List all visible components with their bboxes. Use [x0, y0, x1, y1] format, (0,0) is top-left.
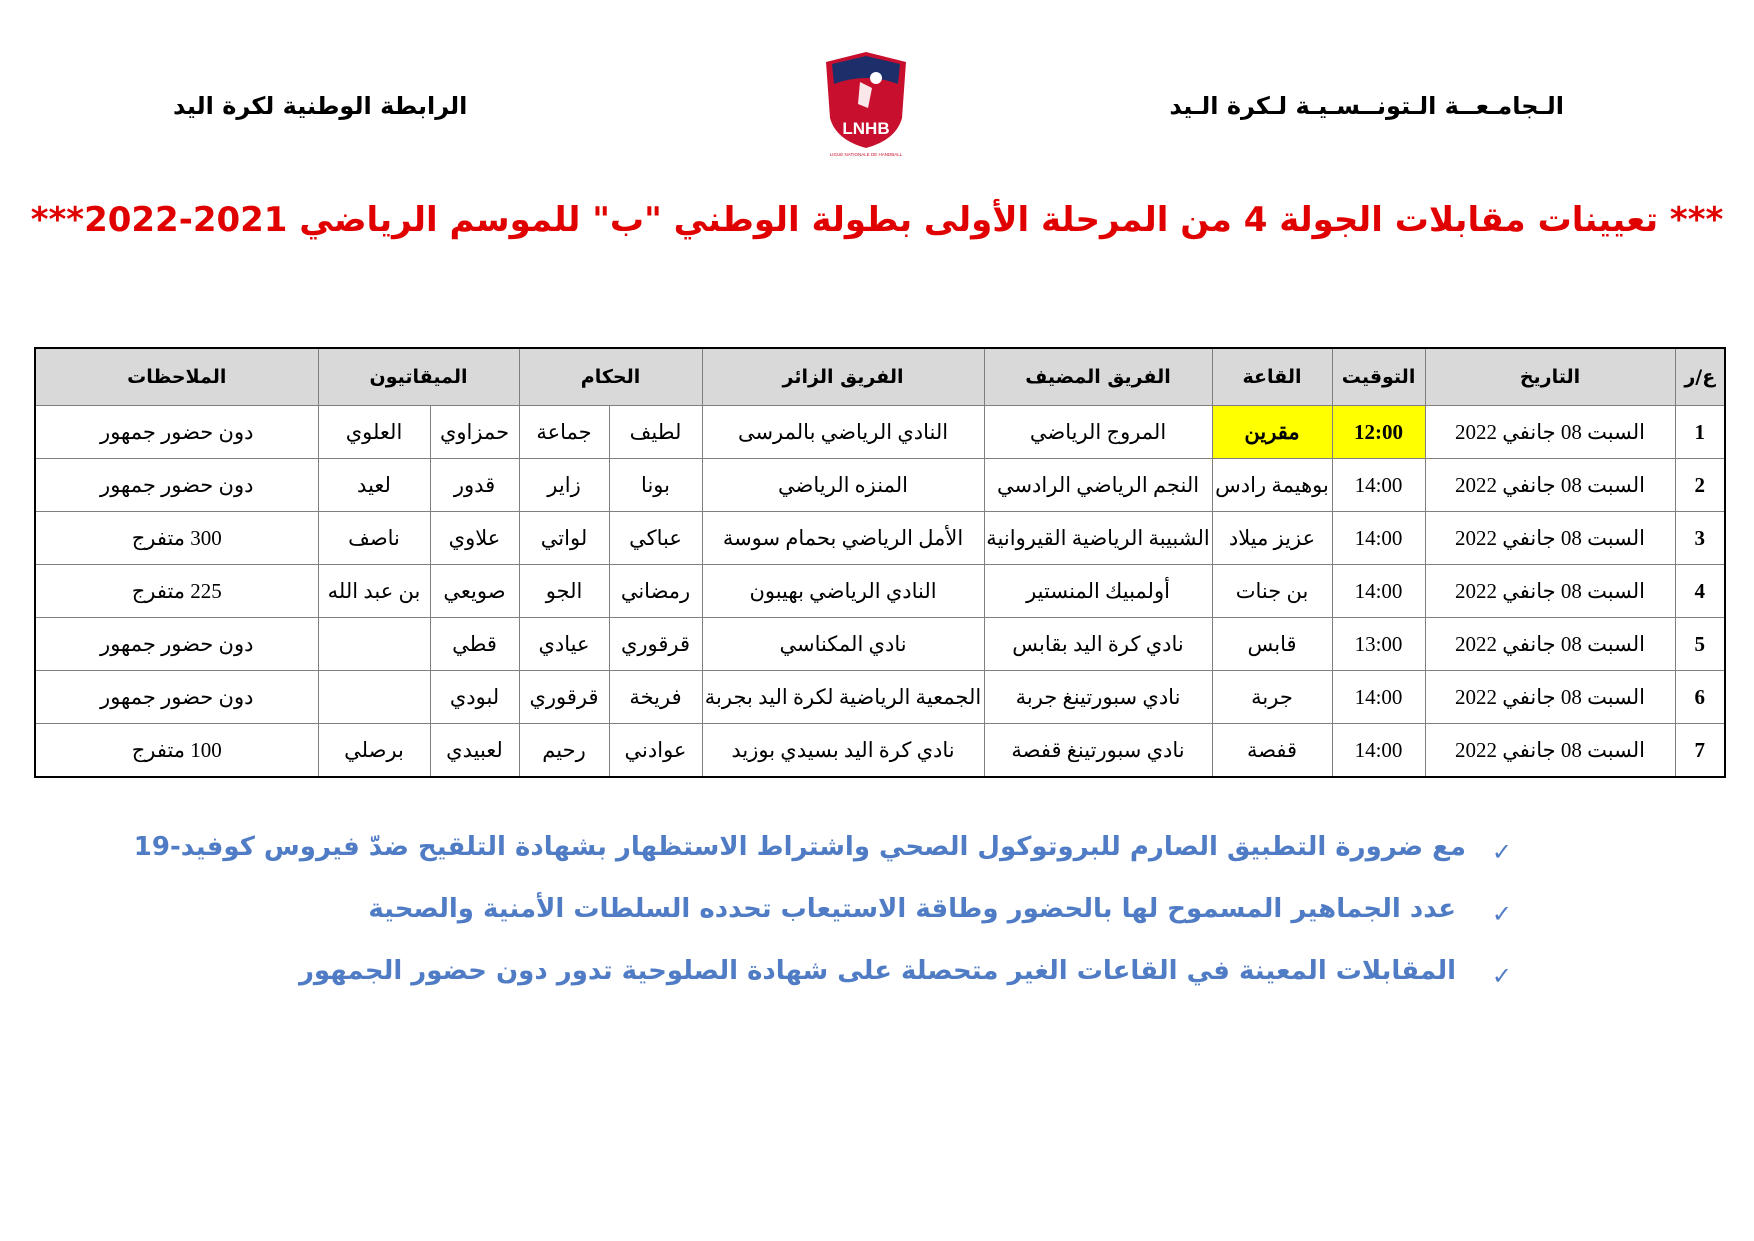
row-time: 14:00: [1332, 565, 1425, 618]
row-home-team: أولمبيك المنستير: [984, 565, 1212, 618]
table-row: [35, 459, 1725, 512]
row-time: 13:00: [1332, 618, 1425, 671]
header-referees: الحكام: [519, 348, 702, 406]
row-away-team: نادي كرة اليد بسيدي بوزيد: [702, 724, 984, 778]
row-time: 14:00: [1332, 724, 1425, 778]
row-referee-2: جماعة: [519, 406, 609, 459]
row-away-team: المنزه الرياضي: [702, 459, 984, 512]
row-away-team: النادي الرياضي بالمرسى: [702, 406, 984, 459]
row-date: السبت 08 جانفي 2022: [1425, 618, 1675, 671]
check-icon: ✓: [1491, 900, 1512, 928]
table-row: [35, 671, 1725, 724]
row-timekeeper-1: صويعي: [430, 565, 519, 618]
row-timekeeper-1: قطي: [430, 618, 519, 671]
header-right-org: الـجامـعــة الـتونــسـيـة لـكرة الـيد: [1169, 92, 1564, 120]
row-referee-1: رمضاني: [609, 565, 702, 618]
row-notes: 300 متفرج: [35, 512, 318, 565]
row-notes: 100 متفرج: [35, 724, 318, 778]
row-timekeeper-1: لعبيدي: [430, 724, 519, 778]
row-timekeeper-1: قدور: [430, 459, 519, 512]
row-hall: بن جنات: [1212, 565, 1332, 618]
row-timekeeper-1: حمزاوي: [430, 406, 519, 459]
row-hall: جربة: [1212, 671, 1332, 724]
row-num: 4: [1675, 565, 1725, 618]
row-referee-1: قرقوري: [609, 618, 702, 671]
row-num: 3: [1675, 512, 1725, 565]
header-hall: القاعة: [1212, 348, 1332, 406]
row-date: السبت 08 جانفي 2022: [1425, 671, 1675, 724]
row-home-team: النجم الرياضي الرادسي: [984, 459, 1212, 512]
check-icon: ✓: [1491, 962, 1512, 990]
table-row: [35, 724, 1725, 778]
check-icon: ✓: [1491, 838, 1512, 866]
row-home-team: نادي سبورتينغ قفصة: [984, 724, 1212, 778]
row-home-team: الشبيبة الرياضية القيروانية: [984, 512, 1212, 565]
row-time: 14:00: [1332, 459, 1425, 512]
row-notes: دون حضور جمهور: [35, 671, 318, 724]
header-left-org: الرابطة الوطنية لكرة اليد: [173, 92, 468, 120]
note-item: مع ضرورة التطبيق الصارم للبروتوكول الصحي واشتراط الاستظهار بشهادة التلقيح ضدّ فيروس كوفيد-19: [133, 832, 1466, 862]
row-hall: قفصة: [1212, 724, 1332, 778]
header-timekeepers: الميقاتيون: [318, 348, 519, 406]
row-timekeeper-2: برصلي: [318, 724, 430, 778]
schedule-table: [34, 347, 1726, 778]
note-item: المقابلات المعينة في القاعات الغير متحصلة على شهادة الصلوحية تدور دون حضور الجمهور: [298, 956, 1456, 986]
row-referee-2: زاير: [519, 459, 609, 512]
row-home-team: نادي سبورتينغ جربة: [984, 671, 1212, 724]
row-referee-1: عباكي: [609, 512, 702, 565]
logo-text: LNHB: [842, 119, 890, 138]
row-num: 1: [1675, 406, 1725, 459]
row-time: 14:00: [1332, 671, 1425, 724]
row-hall: عزيز ميلاد: [1212, 512, 1332, 565]
row-timekeeper-2: ناصف: [318, 512, 430, 565]
row-timekeeper-1: علاوي: [430, 512, 519, 565]
row-away-team: الأمل الرياضي بحمام سوسة: [702, 512, 984, 565]
row-referee-1: فريخة: [609, 671, 702, 724]
row-timekeeper-2: [318, 618, 430, 671]
row-notes: 225 متفرج: [35, 565, 318, 618]
row-date: السبت 08 جانفي 2022: [1425, 459, 1675, 512]
row-notes: دون حضور جمهور: [35, 406, 318, 459]
row-home-team: المروج الرياضي: [984, 406, 1212, 459]
row-referee-2: رحيم: [519, 724, 609, 778]
header-num: ع/ر: [1675, 348, 1725, 406]
table-row: [35, 618, 1725, 671]
note-item: عدد الجماهير المسموح لها بالحضور وطاقة الاستيعاب تحدده السلطات الأمنية والصحية: [368, 894, 1456, 924]
table-row: [35, 565, 1725, 618]
row-home-team: نادي كرة اليد بقابس: [984, 618, 1212, 671]
row-num: 6: [1675, 671, 1725, 724]
row-notes: دون حضور جمهور: [35, 618, 318, 671]
row-num: 5: [1675, 618, 1725, 671]
row-timekeeper-1: لبودي: [430, 671, 519, 724]
header-date: التاريخ: [1425, 348, 1675, 406]
table-row: [35, 406, 1725, 459]
row-notes: دون حضور جمهور: [35, 459, 318, 512]
lnhb-logo: [820, 48, 912, 158]
row-timekeeper-2: بن عبد الله: [318, 565, 430, 618]
row-hall: بوهيمة رادس: [1212, 459, 1332, 512]
row-referee-1: بونا: [609, 459, 702, 512]
table-row: [35, 512, 1725, 565]
row-hall: مقرين: [1212, 406, 1332, 459]
row-referee-2: الجو: [519, 565, 609, 618]
header-notes: الملاحظات: [35, 348, 318, 406]
row-date: السبت 08 جانفي 2022: [1425, 565, 1675, 618]
row-timekeeper-2: لعيد: [318, 459, 430, 512]
row-time: 12:00: [1332, 406, 1425, 459]
row-away-team: الجمعية الرياضية لكرة اليد بجربة: [702, 671, 984, 724]
page-title: *** تعيينات مقابلات الجولة 4 من المرحلة الأولى بطولة الوطني "ب" للموسم الرياضي 2021-2022***: [30, 200, 1724, 240]
row-hall: قابس: [1212, 618, 1332, 671]
row-referee-1: عوادني: [609, 724, 702, 778]
table-header-row: [35, 348, 1725, 406]
row-num: 2: [1675, 459, 1725, 512]
row-date: السبت 08 جانفي 2022: [1425, 512, 1675, 565]
row-timekeeper-2: [318, 671, 430, 724]
header-time: التوقيت: [1332, 348, 1425, 406]
row-timekeeper-2: العلوي: [318, 406, 430, 459]
row-referee-2: عيادي: [519, 618, 609, 671]
row-num: 7: [1675, 724, 1725, 778]
row-date: السبت 08 جانفي 2022: [1425, 724, 1675, 778]
header-away-team: الفريق الزائر: [702, 348, 984, 406]
row-referee-2: لواتي: [519, 512, 609, 565]
row-away-team: نادي المكناسي: [702, 618, 984, 671]
row-away-team: النادي الرياضي بهيبون: [702, 565, 984, 618]
header-home-team: الفريق المضيف: [984, 348, 1212, 406]
row-time: 14:00: [1332, 512, 1425, 565]
row-date: السبت 08 جانفي 2022: [1425, 406, 1675, 459]
logo-subtext: LIGUE NATIONALE DE HANDBALL: [829, 152, 903, 157]
row-referee-2: قرقوري: [519, 671, 609, 724]
row-referee-1: لطيف: [609, 406, 702, 459]
